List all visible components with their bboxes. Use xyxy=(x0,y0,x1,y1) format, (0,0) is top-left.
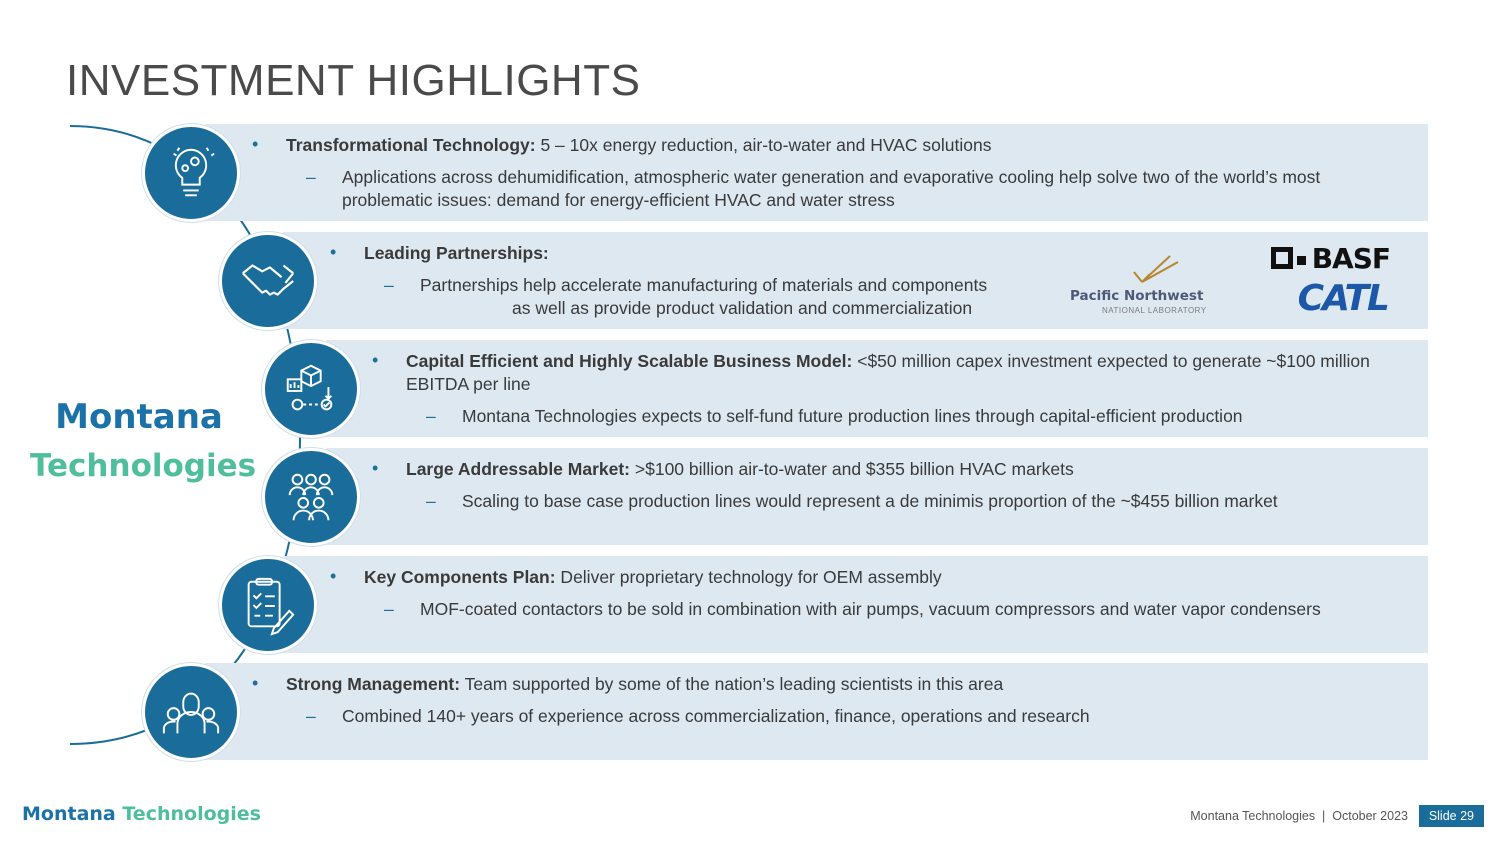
bullet: • Strong Management: Team supported by some of the nation’s leading scientists in this area xyxy=(252,673,1004,694)
basf-square-icon xyxy=(1271,247,1293,269)
page-title: INVESTMENT HIGHLIGHTS xyxy=(66,56,641,105)
highlight-row-technology xyxy=(205,124,1428,221)
team-icon xyxy=(160,681,222,743)
lightbulb-gears-icon xyxy=(160,142,222,204)
pnnl-name: Pacific Northwest xyxy=(1070,288,1204,304)
highlight-row-market xyxy=(326,448,1428,545)
footer-text: Montana Technologies | October 2023 xyxy=(1190,809,1408,823)
checklist-icon xyxy=(237,574,299,636)
highlight-row-components xyxy=(283,556,1428,653)
sub-bullet: – MOF-coated contactors to be sold in combination with air pumps, vacuum compressors and water vapor condensers xyxy=(384,599,1321,619)
circle-people xyxy=(262,448,360,546)
slide-number: Slide 29 xyxy=(1419,805,1484,827)
handshake-icon xyxy=(237,250,299,312)
circle-checklist xyxy=(219,556,317,654)
scalable-process-icon xyxy=(280,358,342,420)
basf-dot-icon xyxy=(1297,256,1306,265)
pnnl-logo xyxy=(1070,252,1220,322)
pnnl-mark-icon xyxy=(1130,252,1280,288)
bullet: • Key Components Plan: Deliver proprietary technology for OEM assembly xyxy=(330,566,942,587)
logo-line2: Technologies xyxy=(30,448,257,484)
pnnl-lab: NATIONAL LABORATORY xyxy=(1102,306,1207,315)
bullet: • Capital Efficient and Highly Scalable Business Model: <$50 million capex investment expected to generate ~$100 million EBITDA per line xyxy=(372,350,1370,394)
people-group-icon xyxy=(280,466,342,528)
bullet: • Large Addressable Market: >$100 billion air-to-water and $355 billion HVAC markets xyxy=(372,458,1074,479)
circle-team xyxy=(142,663,240,761)
sub-bullet: – Montana Technologies expects to self-fund future production lines through capital-efficient production xyxy=(426,406,1243,426)
sub-bullet: – Partnerships help accelerate manufacturing of materials and components as well as provide product validation and commercialization xyxy=(384,275,988,318)
sub-bullet: – Applications across dehumidification, atmospheric water generation and evaporative cooling help solve two of the world’s most problematic issues: demand for energy-efficient HVAC and water stress xyxy=(306,167,1321,210)
circle-handshake xyxy=(219,232,317,330)
company-logo xyxy=(30,396,257,494)
catl-logo: CATL xyxy=(1297,278,1388,319)
sub-bullet: – Combined 140+ years of experience across commercialization, finance, operations and research xyxy=(306,706,1090,726)
logo-line1: Montana xyxy=(55,397,223,437)
partner-logos xyxy=(1070,240,1390,322)
bullet: • Leading Partnerships: xyxy=(330,242,549,263)
circle-lightbulb xyxy=(142,124,240,222)
footer-logo: Montana Technologies xyxy=(22,803,261,825)
bullet: • Transformational Technology: 5 – 10x energy reduction, air-to-water and HVAC solutions xyxy=(252,134,992,155)
circle-process xyxy=(262,340,360,438)
basf-logo: BASF xyxy=(1271,242,1390,275)
highlight-row-business-model xyxy=(326,340,1428,437)
highlight-row-management xyxy=(205,663,1428,760)
sub-bullet: – Scaling to base case production lines would represent a de minimis proportion of the ~$455 billion market xyxy=(426,491,1278,511)
